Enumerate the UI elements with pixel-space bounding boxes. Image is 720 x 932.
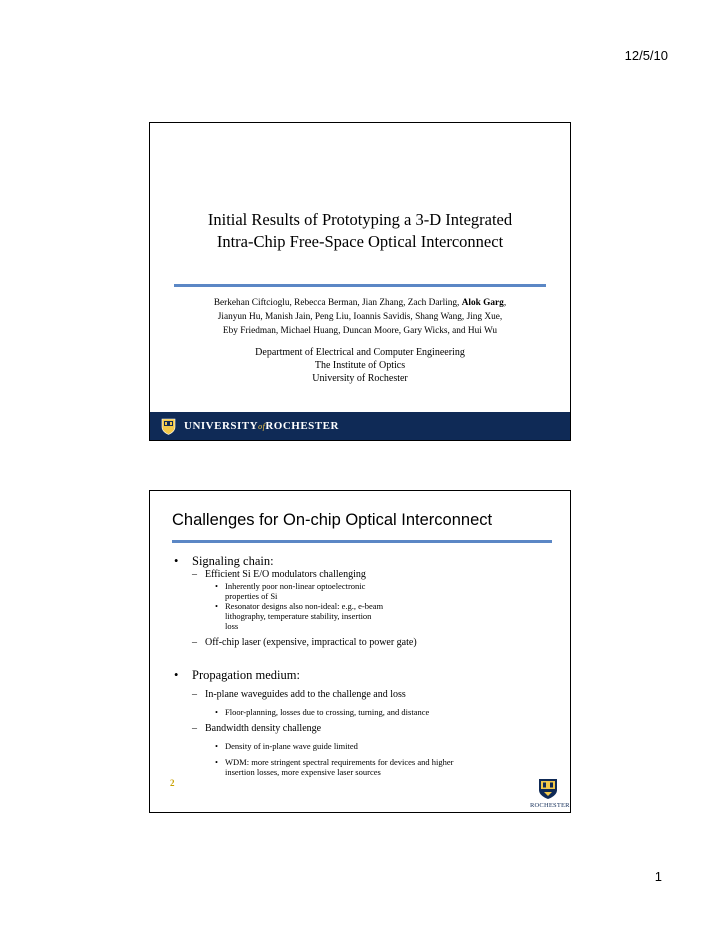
- page-date: 12/5/10: [624, 48, 668, 63]
- text-line: loss: [225, 621, 239, 631]
- text-line: • Resonator designs also non-ideal: e.g., e-beam: [225, 601, 384, 611]
- presenter-name: Alok Garg: [461, 298, 504, 308]
- authors-line-3: Eby Friedman, Michael Huang, Duncan Moore, Gary Wicks, and Hui Wu: [222, 326, 498, 336]
- authors-line-1: [150, 296, 570, 310]
- authors-line-2: Jianyun Hu, Manish Jain, Peng Liu, Ioannis Savidis, Shang Wang, Jing Xue,: [217, 312, 503, 322]
- bullet-signaling-chain: • Signaling chain:: [172, 553, 532, 569]
- title-divider: [174, 284, 546, 287]
- wordmark-of: of: [258, 422, 266, 431]
- dept-line-1: Department of Electrical and Computer Engineering: [255, 347, 465, 358]
- text-line: • Inherently poor non-linear optoelectronic: [225, 581, 366, 591]
- slide-2: [149, 490, 571, 813]
- logo-wordmark: ROCHESTER: [530, 802, 570, 809]
- dept-line-2: The Institute of Optics: [314, 360, 406, 371]
- sub-bullet: – Off-chip laser (expensive, impractical to power gate): [172, 637, 532, 649]
- title-line-2: Intra-Chip Free-Space Optical Interconnect: [216, 232, 504, 251]
- slide-1-title: [150, 209, 570, 253]
- sub-sub-bullet: [172, 601, 532, 631]
- sub-sub-bullet: [172, 581, 532, 601]
- page-number: 1: [654, 869, 662, 884]
- university-shield-icon: [538, 778, 558, 800]
- sub-bullet: – Bandwidth density challenge: [172, 723, 532, 735]
- text-line: insertion losses, more expensive laser sources: [225, 767, 381, 777]
- title-line-1: Initial Results of Prototyping a 3-D Integrated: [207, 210, 513, 229]
- university-footer-bar: [150, 412, 570, 440]
- text-line: properties of Si: [225, 591, 278, 601]
- wordmark-university: UNIVERSITY: [184, 420, 259, 432]
- title-divider: [172, 540, 552, 543]
- sub-sub-bullet: [172, 757, 532, 777]
- slide-number: 2: [170, 778, 175, 788]
- university-shield-icon: [161, 418, 176, 435]
- authors-line-1-post: ,: [503, 298, 507, 308]
- bullet-list: [172, 553, 532, 777]
- university-logo: [530, 778, 570, 809]
- affiliation: [150, 346, 570, 385]
- slide-1: [149, 122, 571, 441]
- author-list: [150, 296, 570, 338]
- university-wordmark: [184, 420, 339, 432]
- sub-bullet: – In-plane waveguides add to the challenge and loss: [172, 689, 532, 701]
- text-line: lithography, temperature stability, insertion: [225, 611, 372, 621]
- sub-bullet: – Efficient Si E/O modulators challenging: [172, 569, 532, 581]
- slide-2-title: Challenges for On-chip Optical Interconnect: [172, 511, 493, 529]
- dept-line-3: University of Rochester: [312, 373, 408, 384]
- text-line: • WDM: more stringent spectral requirements for devices and higher: [225, 757, 454, 767]
- authors-line-1-pre: Berkehan Ciftcioglu, Rebecca Berman, Jian Zhang, Zach Darling,: [213, 298, 462, 308]
- wordmark-rochester: ROCHESTER: [265, 420, 339, 432]
- sub-sub-bullet: • Floor-planning, losses due to crossing, turning, and distance: [172, 707, 532, 717]
- sub-sub-bullet: • Density of in-plane wave guide limited: [172, 741, 532, 751]
- bullet-propagation-medium: • Propagation medium:: [172, 667, 532, 683]
